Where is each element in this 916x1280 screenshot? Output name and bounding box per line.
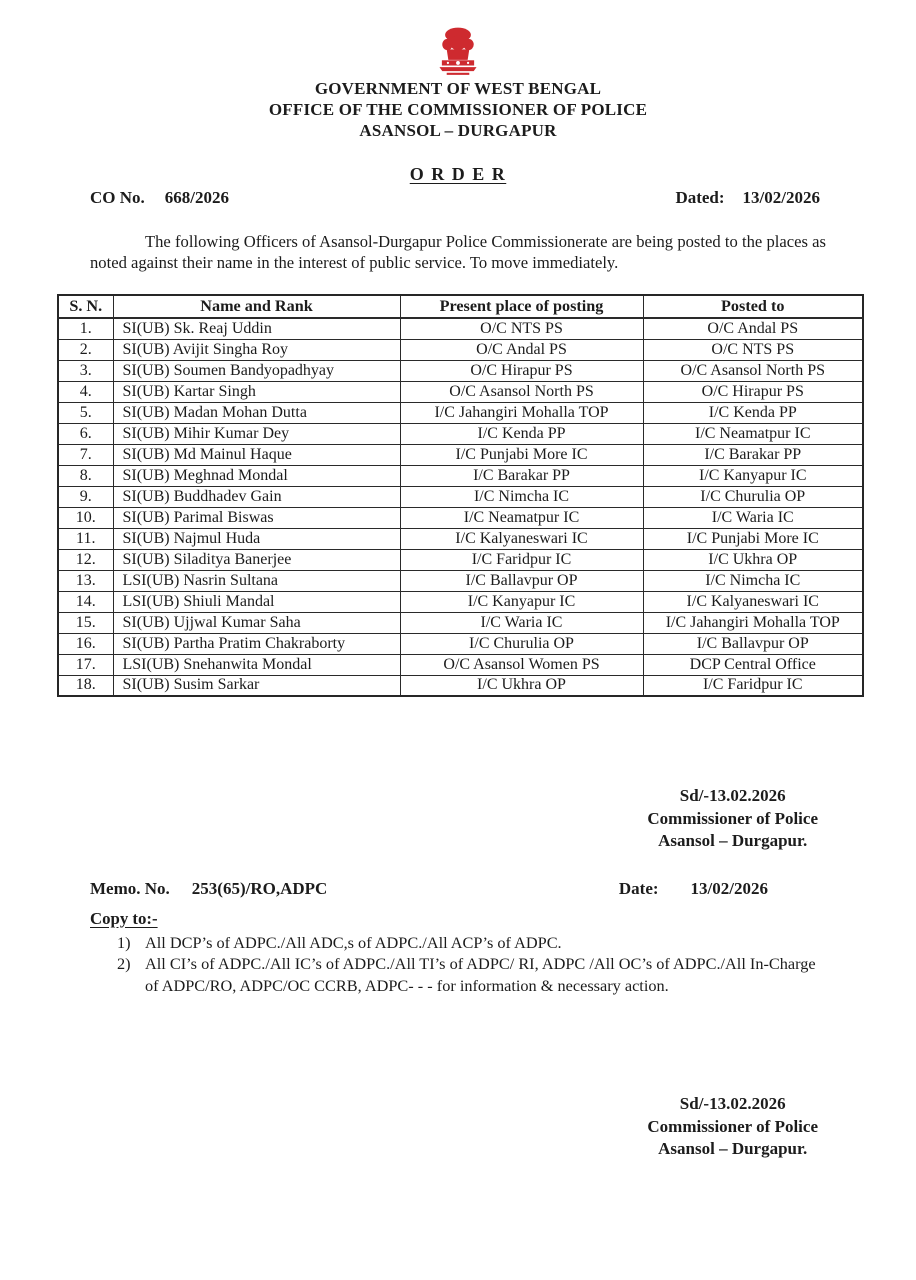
table-cell: I/C Kanyapur IC — [643, 465, 863, 486]
table-cell: 14. — [58, 591, 113, 612]
table-cell: O/C NTS PS — [643, 339, 863, 360]
table-cell: I/C Neamatpur IC — [643, 423, 863, 444]
memo-row — [90, 879, 826, 899]
copy-to-heading: Copy to:- — [90, 908, 158, 928]
copy-item — [117, 953, 824, 996]
table-cell: 7. — [58, 444, 113, 465]
memo-number-value: 253(65)/RO,ADPC — [191, 878, 328, 898]
table-row — [58, 507, 863, 528]
table-cell: O/C NTS PS — [400, 318, 643, 339]
table-cell: I/C Nimcha IC — [643, 570, 863, 591]
table-cell: I/C Churulia OP — [643, 486, 863, 507]
table-cell: O/C Hirapur PS — [400, 360, 643, 381]
table-cell: LSI(UB) Shiuli Mandal — [113, 591, 400, 612]
table-cell: SI(UB) Siladitya Banerjee — [113, 549, 400, 570]
item-text: All CI’s of ADPC./All IC’s of ADPC./All TI’s of ADPC/ RI, ADPC /All OC’s of ADPC./All In-Charge of ADPC/RO, ADPC/OC CCRB, ADPC- - - for information & necessary action. — [145, 954, 816, 995]
table-header-row — [58, 295, 863, 318]
table-cell: SI(UB) Avijit Singha Roy — [113, 339, 400, 360]
table-cell: O/C Asansol North PS — [400, 381, 643, 402]
table-cell: 12. — [58, 549, 113, 570]
table-cell: O/C Andal PS — [400, 339, 643, 360]
table-row — [58, 444, 863, 465]
table-cell: 6. — [58, 423, 113, 444]
table-cell: 5. — [58, 402, 113, 423]
transfer-table-body — [58, 318, 863, 696]
table-cell: I/C Barakar PP — [643, 444, 863, 465]
signatory-title: Commissioner of Police — [647, 1116, 818, 1136]
office-name: OFFICE OF THE COMMISSIONER OF POLICE — [268, 100, 648, 119]
table-cell: I/C Kenda PP — [643, 402, 863, 423]
table-row — [58, 465, 863, 486]
order-date — [675, 188, 820, 208]
table-cell: I/C Punjabi More IC — [400, 444, 643, 465]
order-body-paragraph: The following Officers of Asansol-Durgapur Police Commissionerate are being posted to the places as noted against their name in the interest of public service. To move immediately. — [90, 232, 826, 272]
table-cell: I/C Barakar PP — [400, 465, 643, 486]
table-cell: I/C Waria IC — [400, 612, 643, 633]
masthead — [0, 0, 916, 141]
table-cell: I/C Waria IC — [643, 507, 863, 528]
table-cell: I/C Jahangiri Mohalla TOP — [400, 402, 643, 423]
table-cell: SI(UB) Md Mainul Haque — [113, 444, 400, 465]
signatory-place: Asansol – Durgapur. — [658, 831, 808, 850]
table-row — [58, 633, 863, 654]
table-row — [58, 339, 863, 360]
table-cell: SI(UB) Madan Mohan Dutta — [113, 402, 400, 423]
table-cell: SI(UB) Sk. Reaj Uddin — [113, 318, 400, 339]
order-heading: O R D E R — [409, 164, 507, 184]
table-cell: SI(UB) Kartar Singh — [113, 381, 400, 402]
table-cell: I/C Kalyaneswari IC — [643, 591, 863, 612]
table-cell: I/C Ukhra OP — [400, 675, 643, 696]
signature-block — [647, 785, 818, 853]
table-cell: I/C Jahangiri Mohalla TOP — [643, 612, 863, 633]
item-number: 2) — [117, 954, 131, 973]
table-cell: 3. — [58, 360, 113, 381]
table-row — [58, 528, 863, 549]
table-cell: SI(UB) Buddhadev Gain — [113, 486, 400, 507]
table-row — [58, 654, 863, 675]
signatory-title: Commissioner of Police — [647, 808, 818, 828]
table-cell: O/C Andal PS — [643, 318, 863, 339]
table-cell: DCP Central Office — [643, 654, 863, 675]
table-cell: 1. — [58, 318, 113, 339]
table-cell: I/C Kenda PP — [400, 423, 643, 444]
item-number: 1) — [117, 932, 131, 952]
table-cell: I/C Neamatpur IC — [400, 507, 643, 528]
signature-block — [647, 1093, 818, 1161]
transfer-table — [57, 294, 864, 697]
dated-value: 13/02/2026 — [742, 188, 820, 207]
table-row — [58, 675, 863, 696]
table-cell: I/C Kanyapur IC — [400, 591, 643, 612]
table-cell: I/C Churulia OP — [400, 633, 643, 654]
table-row — [58, 570, 863, 591]
table-cell: I/C Faridpur IC — [643, 675, 863, 696]
co-number — [90, 188, 229, 208]
column-header: S. N. — [58, 295, 113, 318]
table-cell: SI(UB) Najmul Huda — [113, 528, 400, 549]
table-cell: I/C Ballavpur OP — [643, 633, 863, 654]
table-cell: 16. — [58, 633, 113, 654]
memo-number — [90, 879, 327, 899]
memo-date-value: 13/02/2026 — [690, 878, 768, 898]
table-cell: O/C Asansol Women PS — [400, 654, 643, 675]
table-row — [58, 360, 863, 381]
table-cell: O/C Hirapur PS — [643, 381, 863, 402]
table-cell: 18. — [58, 675, 113, 696]
table-cell: 13. — [58, 570, 113, 591]
table-row — [58, 549, 863, 570]
government-name: GOVERNMENT OF WEST BENGAL — [314, 79, 602, 98]
table-row — [58, 486, 863, 507]
copy-item — [117, 932, 824, 954]
table-cell: SI(UB) Soumen Bandyopadhyay — [113, 360, 400, 381]
table-cell: SI(UB) Ujjwal Kumar Saha — [113, 612, 400, 633]
table-row — [58, 423, 863, 444]
table-cell: 2. — [58, 339, 113, 360]
copy-list — [117, 932, 824, 997]
co-number-value: 668/2026 — [164, 188, 230, 207]
table-cell: LSI(UB) Nasrin Sultana — [113, 570, 400, 591]
column-header: Present place of posting — [400, 295, 643, 318]
memo-date-label: Date: — [618, 878, 659, 898]
item-text: All DCP’s of ADPC./All ADC,s of ADPC./All ACP’s of ADPC. — [145, 932, 562, 952]
table-cell: O/C Asansol North PS — [643, 360, 863, 381]
order-number-row — [90, 188, 820, 208]
table-cell: SI(UB) Mihir Kumar Dey — [113, 423, 400, 444]
national-emblem-icon — [0, 26, 916, 78]
commissionerate-name: ASANSOL – DURGAPUR — [359, 121, 557, 140]
table-cell: 4. — [58, 381, 113, 402]
co-number-label: CO No. — [90, 188, 145, 207]
table-cell: I/C Kalyaneswari IC — [400, 528, 643, 549]
table-row — [58, 591, 863, 612]
dated-label: Dated: — [675, 188, 725, 207]
table-cell: 11. — [58, 528, 113, 549]
table-cell: 15. — [58, 612, 113, 633]
table-cell: I/C Faridpur IC — [400, 549, 643, 570]
table-cell: LSI(UB) Snehanwita Mondal — [113, 654, 400, 675]
sd-line: Sd/-13.02.2026 — [679, 786, 786, 805]
table-row — [58, 612, 863, 633]
table-cell: I/C Nimcha IC — [400, 486, 643, 507]
sd-line: Sd/-13.02.2026 — [679, 1094, 786, 1113]
column-header: Posted to — [643, 295, 863, 318]
column-header: Name and Rank — [113, 295, 400, 318]
table-row — [58, 381, 863, 402]
table-cell: 10. — [58, 507, 113, 528]
table-row — [58, 402, 863, 423]
memo-date — [619, 879, 768, 899]
table-cell: SI(UB) Susim Sarkar — [113, 675, 400, 696]
table-cell: I/C Ukhra OP — [643, 549, 863, 570]
table-row — [58, 318, 863, 339]
signatory-place: Asansol – Durgapur. — [658, 1139, 808, 1158]
table-cell: SI(UB) Partha Pratim Chakraborty — [113, 633, 400, 654]
table-cell: SI(UB) Meghnad Mondal — [113, 465, 400, 486]
table-cell: 8. — [58, 465, 113, 486]
table-cell: I/C Ballavpur OP — [400, 570, 643, 591]
table-cell: I/C Punjabi More IC — [643, 528, 863, 549]
table-cell: 9. — [58, 486, 113, 507]
table-cell: 17. — [58, 654, 113, 675]
memo-number-label: Memo. No. — [90, 878, 170, 898]
table-cell: SI(UB) Parimal Biswas — [113, 507, 400, 528]
